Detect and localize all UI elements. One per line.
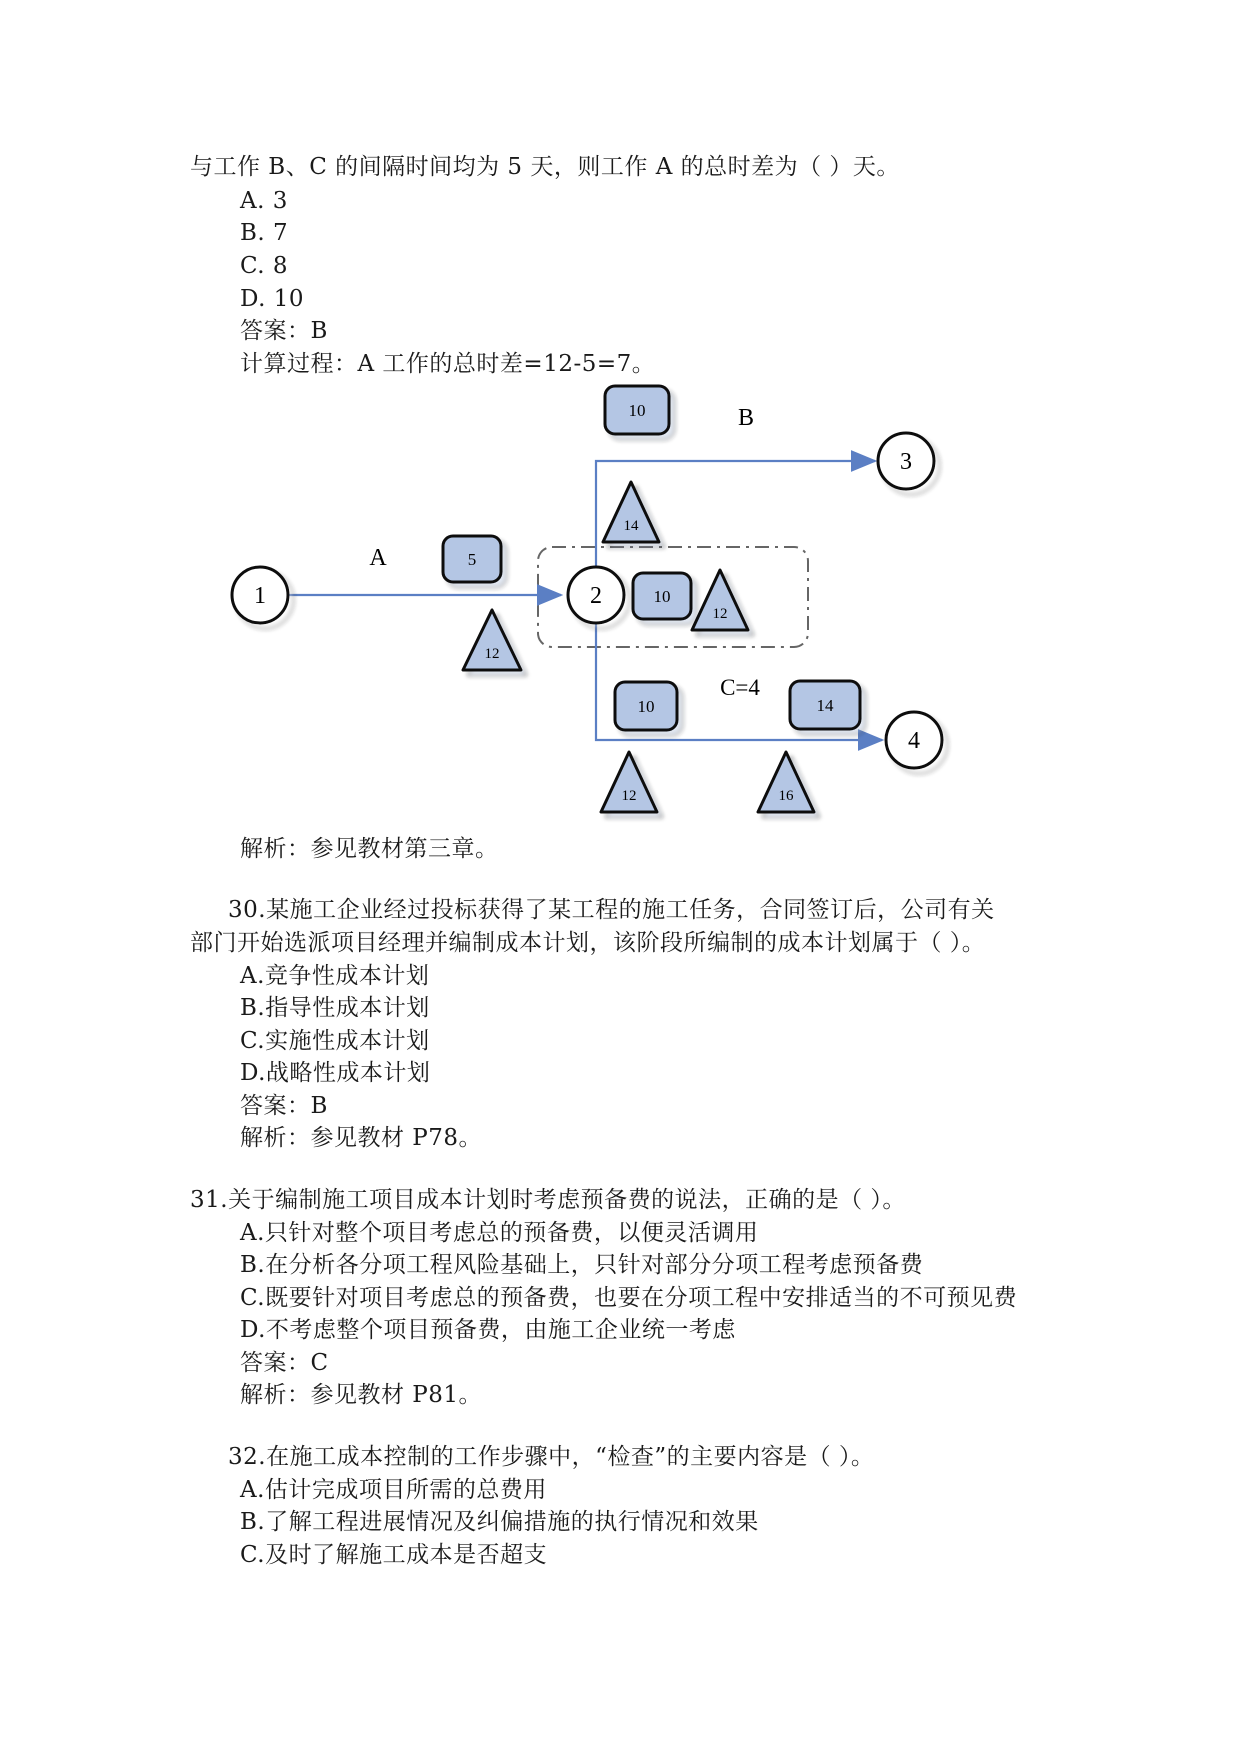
q30-option-b: B.指导性成本计划: [240, 995, 430, 1021]
triangle-c-left-value: 12: [621, 788, 637, 804]
q31-stem: 31.关于编制施工项目成本计划时考虑预备费的说法，正确的是（ ）。: [190, 1187, 906, 1213]
q31-option-c: C.既要针对项目考虑总的预备费，也要在分项工程中安排适当的不可预见费: [240, 1285, 1018, 1311]
box-a-value: 5: [467, 550, 477, 569]
box-b-value: 10: [628, 401, 646, 420]
network-diagram: [230, 380, 970, 830]
q29-option-b: B. 7: [240, 220, 289, 246]
box-c-right-value: 14: [816, 696, 834, 715]
q30-analysis: 解析：参见教材 P78。: [240, 1125, 483, 1151]
triangle-node2-value: 12: [712, 606, 728, 622]
q30-stem-line1: 30.某施工企业经过投标获得了某工程的施工任务，合同签订后，公司有关: [228, 897, 995, 923]
q32-option-c: C.及时了解施工成本是否超支: [240, 1542, 548, 1568]
q29-analysis: 解析：参见教材第三章。: [240, 836, 499, 862]
box-c-left-value: 10: [637, 697, 655, 716]
q31-option-a: A.只针对整个项目考虑总的预备费，以便灵活调用: [240, 1220, 759, 1246]
q31-option-b: B.在分析各分项工程风险基础上，只针对部分分项工程考虑预备费: [240, 1252, 924, 1278]
q29-option-d: D. 10: [240, 286, 305, 312]
q32-option-a: A.估计完成项目所需的总费用: [240, 1477, 547, 1503]
q30-option-a: A.竞争性成本计划: [240, 963, 430, 989]
node-3-label: 3: [900, 449, 912, 475]
triangle-a-value: 12: [484, 646, 500, 662]
q31-analysis: 解析：参见教材 P81。: [240, 1382, 483, 1408]
q29-option-a: A. 3: [240, 188, 288, 214]
q30-answer: 答案：B: [240, 1093, 328, 1119]
triangle-c-right-value: 16: [778, 788, 794, 804]
box-node2-value: 10: [653, 587, 671, 606]
q31-option-d: D.不考虑整个项目预备费，由施工企业统一考虑: [240, 1317, 736, 1343]
activity-a-label: A: [369, 545, 387, 571]
q29-stem-tail: 与工作 B、C 的间隔时间均为 5 天，则工作 A 的总时差为（ ）天。: [190, 154, 900, 180]
q29-option-c: C. 8: [240, 253, 289, 279]
activity-c-label: C=4: [720, 675, 760, 700]
q32-stem: 32.在施工成本控制的工作步骤中，“检查”的主要内容是（ ）。: [228, 1444, 875, 1470]
q30-stem-line2: 部门开始选派项目经理并编制成本计划，该阶段所编制的成本计划属于（ ）。: [190, 930, 986, 956]
activity-b-label: B: [737, 405, 755, 431]
q30-option-d: D.战略性成本计划: [240, 1060, 431, 1086]
q29-calculation: 计算过程：A 工作的总时差=12-5=7。: [240, 351, 656, 377]
q30-option-c: C.实施性成本计划: [240, 1028, 430, 1054]
q29-answer: 答案：B: [240, 318, 328, 344]
network-diagram-svg: [230, 380, 970, 830]
q32-option-b: B.了解工程进展情况及纠偏措施的执行情况和效果: [240, 1509, 759, 1535]
triangle-b-value: 14: [623, 518, 639, 534]
q31-answer: 答案：C: [240, 1350, 329, 1376]
node-2-label: 2: [590, 583, 602, 609]
node-1-label: 1: [254, 583, 266, 609]
node-4-label: 4: [908, 728, 920, 754]
